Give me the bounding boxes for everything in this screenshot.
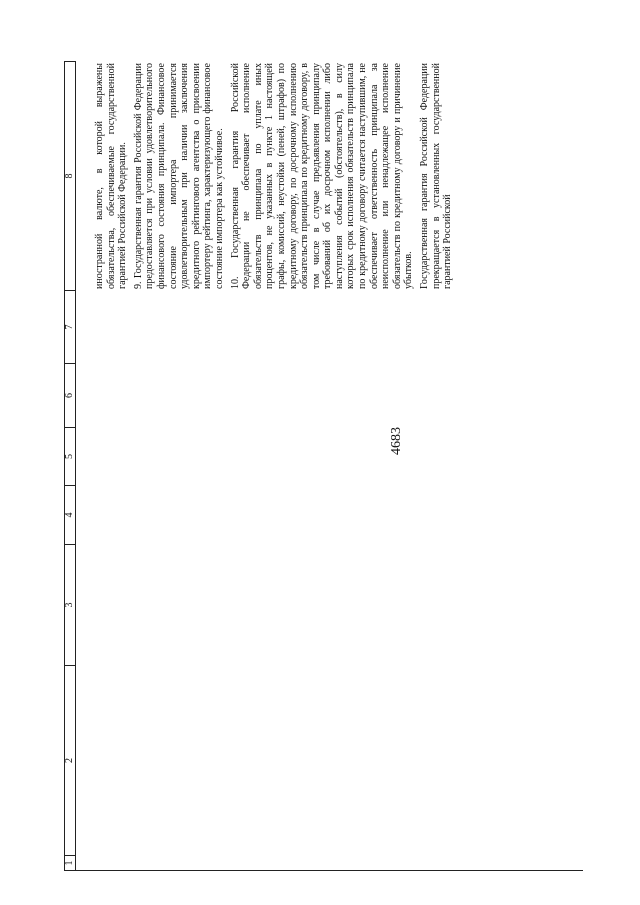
paragraph-last: Государственная гарантия Российской Федерации прекращается в установленных государственной гарантией Российской bbox=[419, 63, 454, 289]
column-header-3: 3 bbox=[65, 544, 75, 665]
column-header-5: 5 bbox=[65, 427, 75, 485]
column-1-left-border bbox=[76, 870, 583, 871]
column-header-6: 6 bbox=[65, 363, 75, 427]
column-header-1: 1 bbox=[65, 855, 75, 870]
column-8-text bbox=[94, 63, 458, 289]
paragraph-continuation: иностранной валюте, в которой выражены обязательства, обеспечиваемые государственной гарантией Российской Федерации. bbox=[94, 63, 129, 289]
column-header-8: 8 bbox=[64, 173, 75, 179]
paragraph-9: 9. Государственная гарантия Российской Федерации предоставляется при условии удовлетворительного финансового состояния принципала. Финансовое состояние импортера принимается удовлетворительным при наличии заключения кредитного рейтингового агентства о присвоении импортеру рейтинга, характеризующего финансовое состояние импортера как устойчивое. bbox=[132, 63, 225, 289]
column-header-4: 4 bbox=[65, 485, 75, 544]
column-header-7: 7 bbox=[65, 290, 75, 363]
column-header-2: 2 bbox=[65, 665, 75, 855]
paragraph-10: 10. Государственная гарантия Российской Федерации не обеспечивает исполнение обязательств принципала по уплате иных процентов, не указанных в пункте 1 настоящей графы, комиссий, неустойки (пеней, штрафов) по кредитному договору, по досрочному исполнению обязательств принципала по кредитному договору, в том числе в случае предъявления принципалу требований об их досрочном исполнении либо наступления событий (обстоятельств), в силу которых срок исполнения обязательств принципала по кредитному договору считается наступившим, не обеспечивает ответственность принципала за неисполнение или ненадлежащее исполнение обязательств по кредитному договору и причинение убытков. bbox=[229, 63, 415, 289]
table-header-row bbox=[64, 61, 76, 871]
rotated-table bbox=[64, 61, 583, 871]
page-number: 4683 bbox=[389, 427, 404, 455]
